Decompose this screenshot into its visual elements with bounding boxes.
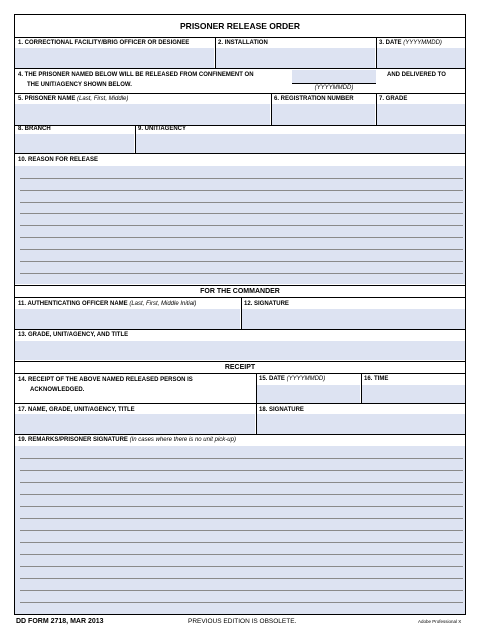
writing-line	[20, 261, 463, 262]
writing-line	[20, 494, 463, 495]
block6-label: 6. REGISTRATION NUMBER	[274, 96, 354, 102]
divider	[271, 93, 272, 125]
divider	[14, 403, 466, 404]
block15-hint: (YYYYMMDD)	[286, 376, 326, 382]
block14-line1: 14. RECEIPT OF THE ABOVE NAMED RELEASED PERSON IS	[18, 377, 193, 383]
commander-signature-field[interactable]	[242, 309, 465, 329]
divider	[14, 329, 466, 330]
block3-hint: (YYYYMMDD)	[403, 40, 442, 46]
writing-line	[20, 578, 463, 579]
writing-line	[20, 213, 463, 214]
divider	[14, 37, 466, 38]
divider	[361, 373, 362, 403]
writing-line	[20, 482, 463, 483]
release-date-hint	[292, 85, 376, 92]
receipt-time-field[interactable]	[362, 385, 465, 403]
block11-label-text: 11. AUTHENTICATING OFFICER NAME	[18, 301, 128, 307]
writing-line	[20, 190, 463, 191]
block10-label: 10. REASON FOR RELEASE	[18, 157, 99, 163]
block7-label: 7. GRADE	[379, 96, 408, 102]
block18-label: 18. SIGNATURE	[259, 407, 304, 413]
block3-label-text: 3. DATE	[379, 40, 402, 46]
block15-label	[259, 376, 325, 383]
writing-line	[20, 202, 463, 203]
commander-heading: FOR THE COMMANDER	[200, 288, 280, 295]
divider	[215, 37, 216, 68]
block8-label: 8. BRANCH	[18, 126, 51, 132]
grade-unit-title-field[interactable]	[15, 341, 465, 360]
block4-line1: 4. THE PRISONER NAMED BELOW WILL BE RELEASED FROM CONFINEMENT ON	[18, 72, 254, 78]
form-id: DD FORM 2718, MAR 2013	[16, 618, 104, 625]
divider	[14, 285, 466, 286]
divider	[14, 153, 466, 154]
writing-line	[20, 554, 463, 555]
divider	[14, 297, 466, 298]
registration-number-field[interactable]	[272, 104, 375, 125]
block4-line2: THE UNIT/AGENCY SHOWN BELOW.	[27, 82, 132, 88]
writing-line	[20, 458, 463, 459]
block15-label-text: 15. DATE	[259, 376, 285, 382]
divider	[135, 125, 136, 153]
block14-line2: ACKNOWLEDGED.	[30, 387, 85, 393]
divider	[14, 68, 466, 69]
divider	[376, 37, 377, 68]
divider	[256, 403, 257, 434]
block19-label	[18, 437, 236, 444]
writing-line	[20, 178, 463, 179]
writing-line	[20, 506, 463, 507]
receiver-signature-field[interactable]	[257, 414, 465, 434]
branch-field[interactable]	[15, 134, 134, 153]
prisoner-name-field[interactable]	[15, 104, 270, 125]
writing-line	[20, 273, 463, 274]
block17-label: 17. NAME, GRADE, UNIT/AGENCY, TITLE	[18, 407, 135, 413]
block1-label: 1. CORRECTIONAL FACILITY/BRIG OFFICER OR DESIGNEE	[18, 40, 190, 46]
grade-field[interactable]	[377, 104, 465, 125]
writing-line	[20, 249, 463, 250]
receipt-date-field[interactable]	[257, 385, 360, 403]
form-title: PRISONER RELEASE ORDER	[180, 21, 300, 31]
writing-line	[20, 590, 463, 591]
block11-hint: (Last, First, Middle Initial)	[129, 301, 197, 307]
block3-label	[379, 40, 442, 47]
block19-label-text: 19. REMARKS/PRISONER SIGNATURE	[18, 437, 128, 443]
block5-label	[18, 96, 128, 103]
date-field[interactable]	[377, 48, 465, 68]
block19-hint: (In cases where there is no unit pick-up)	[129, 437, 236, 443]
block16-label: 16. TIME	[364, 376, 389, 382]
release-date-field[interactable]	[292, 70, 376, 83]
receiver-name-field[interactable]	[15, 414, 255, 434]
block11-label	[18, 301, 196, 308]
divider	[256, 373, 257, 403]
block12-label: 12. SIGNATURE	[244, 301, 289, 307]
delivered-to-label: AND DELIVERED TO	[387, 72, 446, 78]
writing-line	[20, 518, 463, 519]
writing-line	[20, 237, 463, 238]
block5-hint: (Last, First, Middle)	[77, 96, 129, 102]
writing-line	[20, 530, 463, 531]
release-date-hint-text: (YYYYMMDD)	[314, 85, 354, 91]
installation-field[interactable]	[216, 48, 375, 68]
writing-line	[20, 566, 463, 567]
divider	[14, 373, 466, 374]
divider	[376, 93, 377, 125]
block2-label: 2. INSTALLATION	[218, 40, 268, 46]
block9-label: 9. UNIT/AGENCY	[138, 126, 187, 132]
divider	[14, 93, 466, 94]
divider	[14, 125, 466, 126]
writing-line	[20, 542, 463, 543]
writing-line	[20, 602, 463, 603]
writing-line	[20, 470, 463, 471]
block5-label-text: 5. PRISONER NAME	[18, 96, 76, 102]
facility-officer-field[interactable]	[15, 48, 214, 68]
authenticating-officer-field[interactable]	[15, 309, 240, 329]
receipt-heading: RECEIPT	[224, 364, 256, 371]
divider	[14, 434, 466, 435]
edition-note: PREVIOUS EDITION IS OBSOLETE.	[188, 618, 297, 625]
divider	[14, 361, 466, 362]
writing-line	[20, 225, 463, 226]
block13-label: 13. GRADE, UNIT/AGENCY, AND TITLE	[18, 332, 129, 338]
divider	[241, 297, 242, 329]
software-note: Adobe Professional X	[418, 619, 462, 624]
release-date-underline	[292, 83, 376, 84]
unit-agency-field[interactable]	[136, 134, 465, 153]
